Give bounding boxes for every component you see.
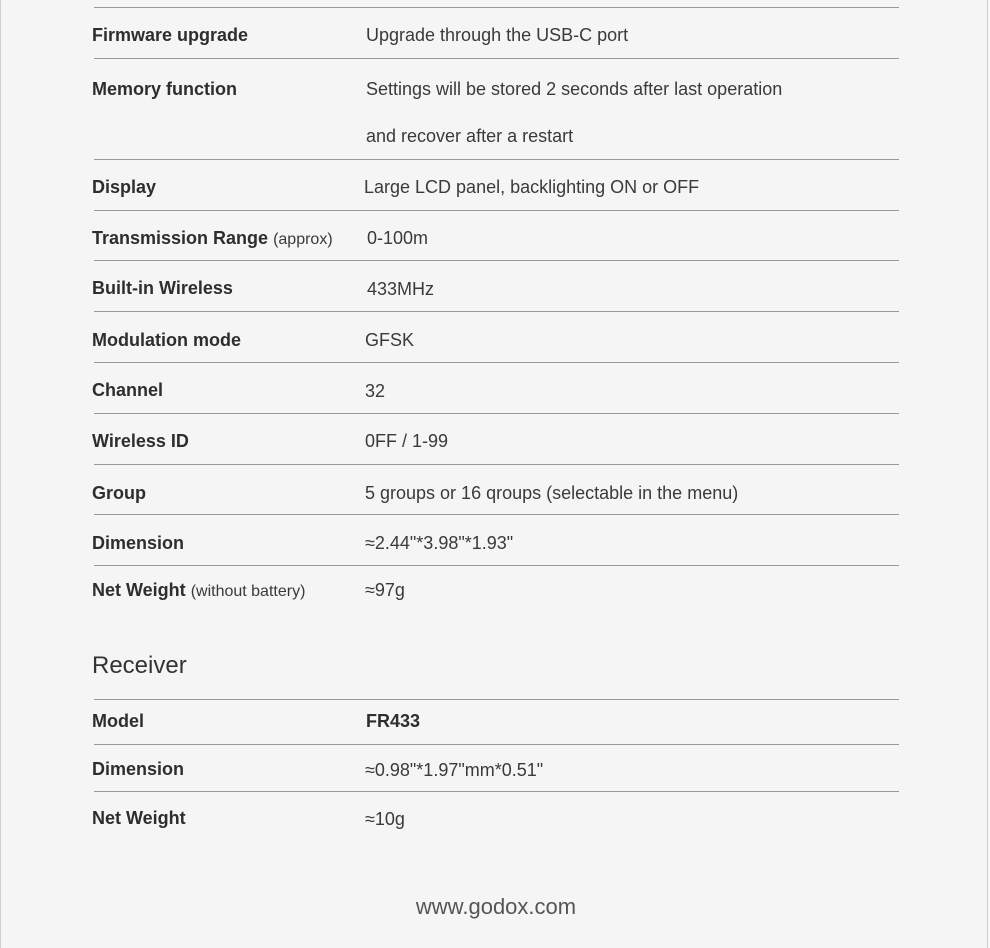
row-divider bbox=[94, 159, 899, 160]
spec-value-built-in-wireless: 433MHz bbox=[367, 279, 435, 299]
spec-label-wireless-id: Wireless ID bbox=[92, 431, 189, 451]
row-divider bbox=[94, 7, 899, 8]
spec-value-group: 5 groups or 16 qroups (selectable in the menu) bbox=[365, 483, 739, 503]
row-divider bbox=[94, 514, 899, 515]
row-divider bbox=[94, 260, 899, 261]
receiver-label-model: Model bbox=[92, 711, 144, 731]
receiver-value-dimension: ≈0.98"*1.97"mm*0.51" bbox=[365, 760, 544, 780]
spec-label-channel: Channel bbox=[92, 380, 164, 400]
spec-label-net-weight-note: (without battery) bbox=[190, 583, 306, 600]
spec-label-display: Display bbox=[92, 177, 157, 197]
spec-value-net-weight: ≈97g bbox=[365, 580, 405, 600]
spec-label-net-weight bbox=[92, 579, 305, 603]
receiver-label-net-weight: Net Weight bbox=[92, 808, 186, 828]
spec-label-net-weight-text: Net Weight bbox=[92, 580, 186, 600]
row-divider bbox=[94, 210, 899, 211]
spec-value-transmission-range: 0-100m bbox=[367, 228, 429, 248]
spec-value-channel: 32 bbox=[365, 381, 386, 401]
row-divider bbox=[94, 699, 899, 700]
spec-label-transmission-range bbox=[92, 227, 333, 251]
footer-website: www.godox.com bbox=[415, 894, 577, 919]
receiver-label-dimension: Dimension bbox=[92, 759, 185, 779]
spec-value-modulation-mode: GFSK bbox=[365, 330, 415, 350]
spec-label-group: Group bbox=[92, 483, 146, 503]
spec-label-firmware-upgrade: Firmware upgrade bbox=[92, 25, 249, 45]
spec-value-dimension: ≈2.44"*3.98"*1.93" bbox=[365, 533, 514, 553]
spec-label-dimension: Dimension bbox=[92, 533, 185, 553]
spec-label-transmission-range-text: Transmission Range bbox=[92, 228, 269, 248]
spec-value-memory-function-line1: Settings will be stored 2 seconds after last operation bbox=[366, 79, 783, 99]
spec-label-transmission-range-note: (approx) bbox=[273, 231, 333, 248]
receiver-value-model: FR433 bbox=[366, 711, 421, 731]
spec-value-display: Large LCD panel, backlighting ON or OFF bbox=[364, 177, 700, 197]
spec-label-built-in-wireless: Built-in Wireless bbox=[92, 278, 233, 298]
spec-value-wireless-id: 0FF / 1-99 bbox=[365, 431, 449, 451]
row-divider bbox=[94, 58, 899, 59]
row-divider bbox=[94, 464, 899, 465]
row-divider bbox=[94, 362, 899, 363]
row-divider bbox=[94, 413, 899, 414]
receiver-section-title: Receiver bbox=[92, 652, 187, 679]
spec-label-modulation-mode: Modulation mode bbox=[92, 330, 241, 350]
row-divider bbox=[94, 565, 899, 566]
row-divider bbox=[94, 744, 899, 745]
row-divider bbox=[94, 791, 899, 792]
spec-value-memory-function-line2: and recover after a restart bbox=[366, 126, 574, 146]
receiver-value-net-weight: ≈10g bbox=[365, 809, 405, 829]
row-divider bbox=[94, 311, 899, 312]
spec-value-firmware-upgrade: Upgrade through the USB-C port bbox=[366, 25, 629, 45]
spec-label-memory-function: Memory function bbox=[92, 79, 238, 99]
